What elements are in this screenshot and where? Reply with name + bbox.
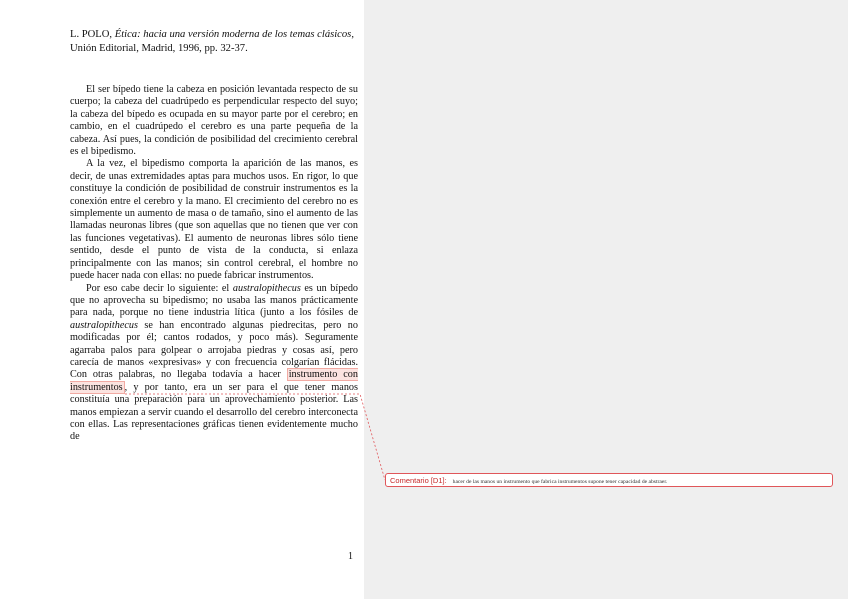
citation-title: Ética: hacia una versión moderna de los temas clásicos	[114, 29, 352, 40]
body-text[interactable]	[70, 84, 358, 444]
italic-term-2: australopithecus	[70, 319, 138, 331]
paragraph-3-part-f: , y por tanto, era un ser para el que tener manos constituía una preparación para un aprovechamiento posterior. Las manos empiezan a servir cuando el desarrollo del cerebro interconecta con ellas. Las representaciones gráficas tienen evidentemente mucho de	[70, 381, 358, 443]
comments-margin	[364, 0, 848, 599]
paragraph-3-part-c: es un bípedo que no aprovecha su bipedismo; no usaba las manos prácticamente para nada, porque no tiene industria lítica (junto a los fósiles de	[70, 282, 359, 319]
page-number: 1	[348, 551, 353, 562]
paragraph-3-part-e: se han encontrado algunas piedrecitas, pero no modificadas por él; cantos rodados, y poco más). Seguramente agarraba palos para golpear o arrojaba piedras y cosas así, pero carecía de manos «expresivas» y con frecuencia colgarían flácidas. Con otras palabras, no llegaba todavía a hacer	[70, 319, 358, 381]
italic-term-1: australopithecus	[232, 282, 301, 294]
comment-text: hacer de las manos un instrumento que fabrica instrumentos supone tener capacidad de abstraer.	[452, 479, 668, 485]
paragraph-1: El ser bípedo tiene la cabeza en posición levantada respecto de su cuerpo; la cabeza del cuadrúpedo es perpendicular respecto del suyo; la cabeza del bípedo es ocupada en su mayor parte por el cerebro; en cambio, en el cuadrúpedo el cerebro es una parte pequeña de la cabeza. Así pues, la condición de posibilidad del crecimiento cerebral es el bipedismo.	[70, 84, 358, 158]
citation-details: , Unión Editorial, Madrid, 1996, pp. 32-37.	[70, 29, 354, 54]
commented-highlight[interactable]: instrumento con instrumentos	[70, 369, 358, 393]
citation-author: L. POLO,	[70, 29, 113, 40]
paragraph-2: A la vez, el bipedismo comporta la aparición de las manos, es decir, de unas extremidades aptas para muchos usos. En rigor, lo que constituye la condición de posibilidad de construir instrumentos es la conexión entre el cerebro y la mano. El crecimiento del cerebro no es simplemente un aumento de masa o de tamaño, sino el aumento de las llamadas neuronas libres (que son aquellas que no tienen que ver con las funciones vegetativas). El aumento de neuronas libres sólo tiene sentido, desde el punto de vista de la conducta, si enlaza principalmente con las manos; sin control cerebral, el hombre no puede hacer nada con ellas: no puede fabricar instrumentos.	[70, 158, 358, 282]
comment-label: Comentario [D1]:	[390, 476, 447, 485]
comment-balloon[interactable]	[385, 473, 833, 487]
citation	[70, 28, 360, 56]
paragraph-3	[70, 283, 358, 444]
paragraph-3-part-a: Por eso cabe decir lo siguiente: el	[86, 282, 233, 294]
